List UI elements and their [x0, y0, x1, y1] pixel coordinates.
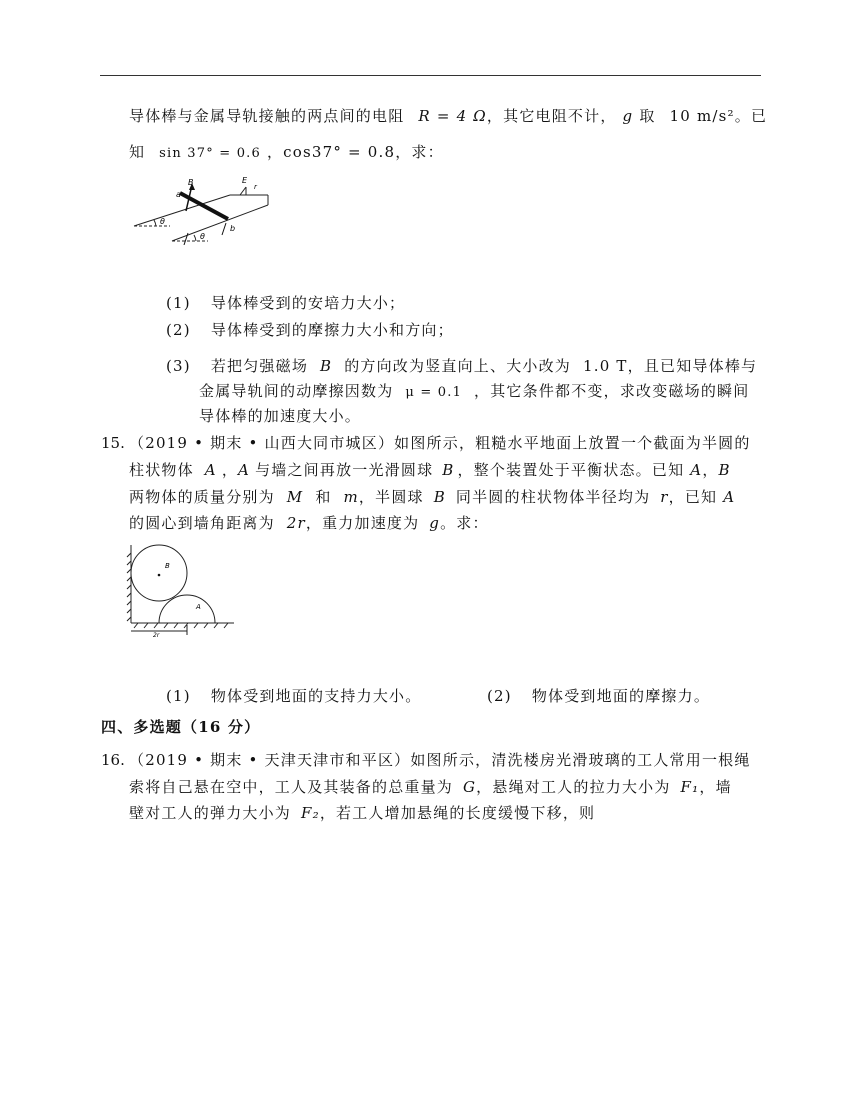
text: 知 [129, 143, 146, 161]
B-symbol: B [442, 461, 455, 479]
r-symbol: r [660, 488, 669, 506]
text: 的圆心到墙角距离为 [129, 514, 275, 532]
p15-line-2 [129, 460, 731, 480]
p15-line-3 [129, 487, 735, 507]
label-A: A [196, 603, 201, 611]
text: ，若工人增加悬绳的长度缓慢下移，则 [319, 804, 596, 822]
g-symbol: g [429, 514, 441, 532]
resistance-value: R = 4 Ω [418, 107, 487, 125]
text: ，整个装置处于平衡状态。已知 [457, 461, 685, 479]
A-symbol: A [204, 461, 217, 479]
p14-q2 [166, 320, 454, 340]
p14-q3-line-2 [199, 381, 749, 403]
q-text: 的方向改为竖直向上、大小改为 [344, 357, 572, 375]
text: ，半圆球 [358, 488, 424, 506]
text: 。求： [440, 514, 489, 532]
battery-line [240, 187, 246, 195]
q-number: (2) [487, 687, 512, 705]
text: ，墙 [699, 778, 732, 796]
label-B: B [165, 562, 170, 570]
q-number: (1) [166, 687, 191, 705]
text: ， [266, 143, 284, 161]
label-theta-2: θ [200, 232, 205, 241]
F2-symbol: F₂ [300, 804, 320, 822]
q-text: 物体受到地面的摩擦力。 [531, 687, 711, 705]
mu-value: μ = 0.1 [405, 385, 463, 400]
g-value: 10 m/s² [669, 107, 735, 125]
q-text: 物体受到地面的支持力大小。 [210, 687, 422, 705]
B-symbol: B [320, 357, 333, 375]
m-symbol: m [343, 488, 359, 506]
p15-q2 [487, 686, 710, 706]
p16-line-1: （2019 • 期末 • 天津天津市和平区）如图所示，清洗楼房光滑玻璃的工人常用一根绳 [129, 751, 751, 769]
distance-2r: 2r [286, 514, 306, 532]
q-text: 若把匀强磁场 [210, 357, 309, 375]
label-2r: 2r [153, 632, 160, 639]
q-number: (1) [166, 294, 191, 312]
g-symbol: g [622, 107, 634, 125]
p14-q3-line-3 [199, 406, 361, 426]
sphere-B [131, 545, 187, 601]
section-title: 四、多选题（16 分） [101, 718, 261, 736]
text: ，其它电阻不计， [486, 107, 617, 125]
label-b: b [230, 224, 236, 233]
text: 和 [315, 488, 332, 506]
text: 壁对工人的弹力大小为 [129, 804, 292, 822]
G-symbol: G [462, 778, 477, 796]
text: 柱状物体 [129, 461, 194, 479]
text: ， [702, 461, 719, 479]
label-r: r [254, 183, 257, 191]
p15-q1 [166, 686, 421, 706]
text: ，重力加速度为 [305, 514, 420, 532]
q-text: 导体棒的加速度大小。 [199, 407, 362, 425]
A-symbol: A [723, 488, 736, 506]
field-magnitude: 1.0 T [582, 357, 628, 375]
p16-line-2 [129, 777, 732, 797]
A-symbol: A [690, 461, 703, 479]
M-symbol: M [286, 488, 304, 506]
p15-line-4 [129, 513, 489, 533]
q-text: 导体棒受到的安培力大小； [210, 294, 406, 312]
text: ，求： [395, 143, 444, 161]
B-symbol: B [718, 461, 731, 479]
p14-q3-line-1 [166, 356, 757, 376]
p16-line-3 [129, 803, 595, 823]
text: 与墙之间再放一光滑圆球 [255, 461, 434, 479]
F1-symbol: F₁ [680, 778, 700, 796]
q-number: (3) [166, 357, 191, 375]
q-text: 导体棒受到的摩擦力大小和方向； [210, 321, 454, 339]
text: 。已 [734, 107, 768, 125]
p15-number: 15. [101, 434, 125, 452]
text: 取 [639, 107, 656, 125]
text: 两物体的质量分别为 [129, 488, 275, 506]
text: 导体棒与金属导轨接触的两点间的电阻 [129, 107, 405, 125]
p14-line-1 [129, 106, 767, 126]
text: 同半圆的柱状物体半径均为 [455, 488, 651, 506]
header-rule [100, 75, 761, 76]
p14-line-2 [129, 142, 444, 164]
label-theta-1: θ [160, 217, 165, 226]
q-text: ，其它条件都不变，求改变磁场的瞬间 [474, 382, 750, 400]
p14-q1 [166, 293, 405, 313]
text: ，已知 [668, 488, 718, 506]
B-symbol: B [433, 488, 446, 506]
q-text: 金属导轨间的动摩擦因数为 [199, 382, 394, 400]
inclined-rails-figure [130, 173, 280, 245]
text: ，悬绳对工人的拉力大小为 [476, 778, 671, 796]
p16-number: 16. [101, 751, 125, 769]
label-a: a [176, 190, 181, 199]
q-number: (2) [166, 321, 191, 339]
label-B: B [188, 178, 194, 187]
p15-line-1: （2019 • 期末 • 山西大同市城区）如图所示，粗糙水平地面上放置一个截面为半圆的 [129, 434, 751, 452]
cos-value: cos37° = 0.8 [283, 143, 396, 161]
text: ， [221, 461, 239, 479]
A-symbol: A [238, 461, 251, 479]
text: 索将自己悬在空中，工人及其装备的总重量为 [129, 778, 454, 796]
sphere-and-half-cylinder-figure [126, 543, 238, 641]
q-text: ，且已知导体棒与 [627, 357, 758, 375]
sin-value: sin 37° = 0.6 [159, 146, 261, 161]
label-E: E [242, 176, 248, 185]
